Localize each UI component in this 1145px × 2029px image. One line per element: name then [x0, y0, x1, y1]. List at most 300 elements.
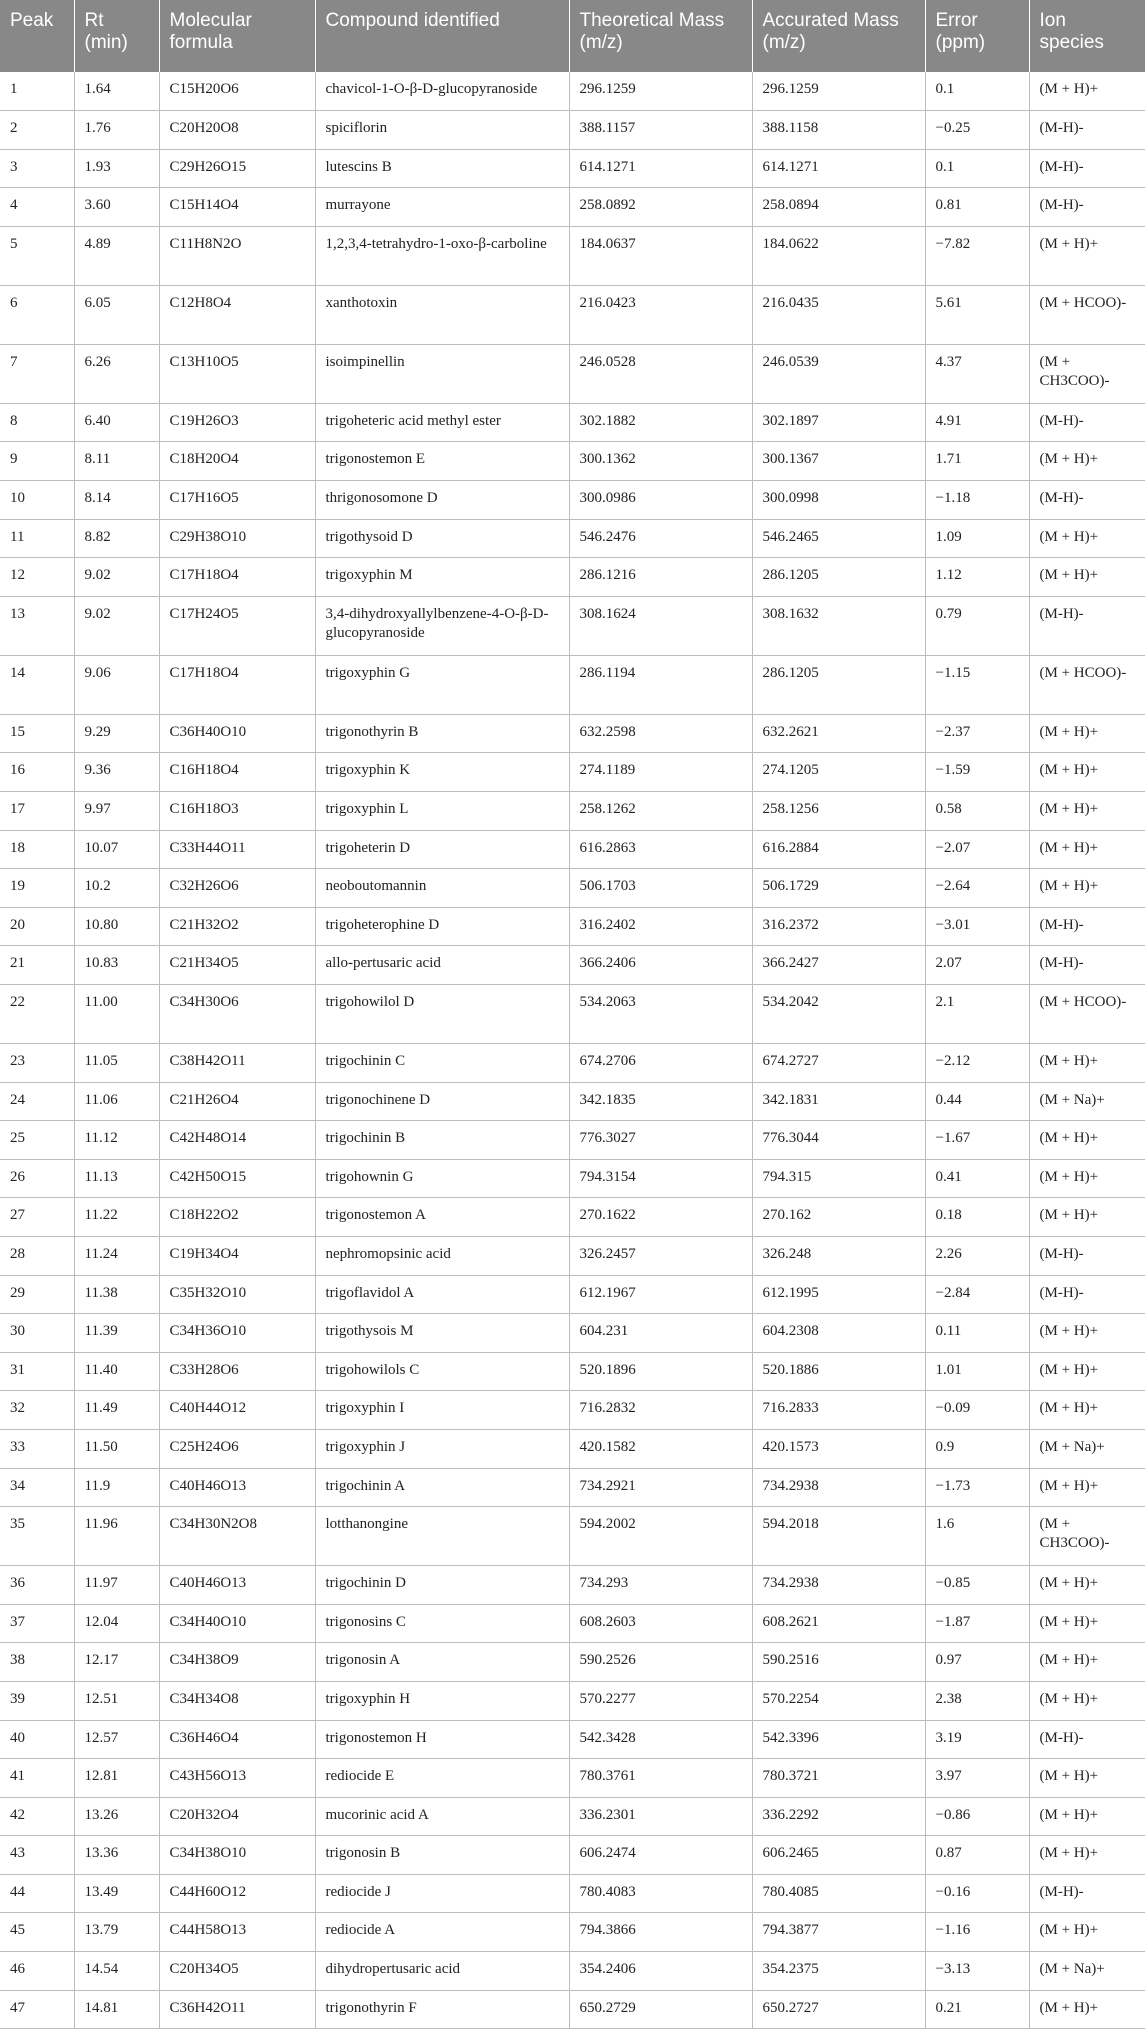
theoretical-mass-cell: 594.2002 — [569, 1507, 752, 1566]
error-cell: 0.41 — [925, 1159, 1029, 1198]
rt-cell: 9.06 — [74, 655, 159, 714]
table-row — [0, 1236, 1145, 1275]
peak-cell: 19 — [0, 869, 74, 908]
rt-cell: 8.11 — [74, 442, 159, 481]
theoretical-mass-cell: 354.2406 — [569, 1952, 752, 1991]
table-row — [0, 1566, 1145, 1605]
accurate-mass-cell: 216.0435 — [752, 285, 925, 344]
error-cell: 0.87 — [925, 1836, 1029, 1875]
error-cell: −2.12 — [925, 1044, 1029, 1083]
rt-cell: 12.81 — [74, 1759, 159, 1798]
theoretical-mass-cell: 366.2406 — [569, 946, 752, 985]
compound-cell: allo-pertusaric acid — [315, 946, 569, 985]
theoretical-mass-cell: 302.1882 — [569, 403, 752, 442]
accurate-mass-cell: 366.2427 — [752, 946, 925, 985]
theoretical-mass-cell: 326.2457 — [569, 1236, 752, 1275]
table-row — [0, 1044, 1145, 1083]
table-row — [0, 558, 1145, 597]
error-cell: −1.87 — [925, 1604, 1029, 1643]
compound-cell: trigoxyphin K — [315, 753, 569, 792]
compound-cell: trigoxyphin L — [315, 792, 569, 831]
rt-cell: 11.12 — [74, 1121, 159, 1160]
table-row — [0, 907, 1145, 946]
formula-cell: C33H44O11 — [159, 830, 315, 869]
formula-cell: C40H46O13 — [159, 1566, 315, 1605]
error-cell: −2.84 — [925, 1275, 1029, 1314]
ion-species-cell: (M + H)+ — [1029, 1681, 1145, 1720]
accurate-mass-cell: 734.2938 — [752, 1566, 925, 1605]
table-row — [0, 792, 1145, 831]
compound-cell: trigoxyphin G — [315, 655, 569, 714]
compound-cell: trigoflavidol A — [315, 1275, 569, 1314]
rt-cell: 11.24 — [74, 1236, 159, 1275]
error-cell: 1.6 — [925, 1507, 1029, 1566]
table-row — [0, 1990, 1145, 2029]
table-row — [0, 285, 1145, 344]
rt-cell: 11.38 — [74, 1275, 159, 1314]
compound-cell: trigonostemon A — [315, 1198, 569, 1237]
compound-cell: neoboutomannin — [315, 869, 569, 908]
accurate-mass-cell: 734.2938 — [752, 1468, 925, 1507]
formula-cell: C12H8O4 — [159, 285, 315, 344]
ion-species-cell: (M + H)+ — [1029, 226, 1145, 285]
theoretical-mass-cell: 616.2863 — [569, 830, 752, 869]
accurate-mass-cell: 316.2372 — [752, 907, 925, 946]
table-header — [0, 0, 1145, 72]
error-cell: 0.1 — [925, 72, 1029, 111]
peak-cell: 40 — [0, 1720, 74, 1759]
table-row — [0, 1198, 1145, 1237]
rt-cell: 11.9 — [74, 1468, 159, 1507]
rt-cell: 12.04 — [74, 1604, 159, 1643]
rt-cell: 9.29 — [74, 714, 159, 753]
compound-cell: dihydropertusaric acid — [315, 1952, 569, 1991]
error-cell: 2.1 — [925, 985, 1029, 1044]
compound-cell: rediocide A — [315, 1913, 569, 1952]
table-row — [0, 1275, 1145, 1314]
formula-cell: C18H22O2 — [159, 1198, 315, 1237]
formula-cell: C25H24O6 — [159, 1429, 315, 1468]
compound-cell: trigonothyrin B — [315, 714, 569, 753]
ion-species-cell: (M-H)- — [1029, 111, 1145, 150]
error-cell: 2.38 — [925, 1681, 1029, 1720]
theoretical-mass-cell: 286.1216 — [569, 558, 752, 597]
ion-species-cell: (M + H)+ — [1029, 558, 1145, 597]
rt-cell: 14.54 — [74, 1952, 159, 1991]
formula-cell: C38H42O11 — [159, 1044, 315, 1083]
rt-cell: 9.02 — [74, 558, 159, 597]
ion-species-cell: (M-H)- — [1029, 907, 1145, 946]
theoretical-mass-cell: 546.2476 — [569, 519, 752, 558]
peak-cell: 30 — [0, 1314, 74, 1353]
ion-species-cell: (M + HCOO)- — [1029, 655, 1145, 714]
compound-cell: spiciflorin — [315, 111, 569, 150]
ion-species-cell: (M-H)- — [1029, 1720, 1145, 1759]
compound-cell: trigonothyrin F — [315, 1990, 569, 2029]
peak-cell: 20 — [0, 907, 74, 946]
formula-cell: C17H18O4 — [159, 655, 315, 714]
error-cell: 0.21 — [925, 1990, 1029, 2029]
compound-cell: lotthanongine — [315, 1507, 569, 1566]
formula-cell: C34H34O8 — [159, 1681, 315, 1720]
theoretical-mass-cell: 184.0637 — [569, 226, 752, 285]
error-cell: 0.44 — [925, 1082, 1029, 1121]
rt-cell: 4.89 — [74, 226, 159, 285]
table-row — [0, 753, 1145, 792]
error-cell: −3.13 — [925, 1952, 1029, 1991]
table-row — [0, 655, 1145, 714]
theoretical-mass-cell: 534.2063 — [569, 985, 752, 1044]
error-cell: 0.58 — [925, 792, 1029, 831]
accurate-mass-cell: 300.1367 — [752, 442, 925, 481]
ion-species-cell: (M + Na)+ — [1029, 1082, 1145, 1121]
table-row — [0, 830, 1145, 869]
ion-species-cell: (M + H)+ — [1029, 72, 1145, 111]
accurate-mass-cell: 606.2465 — [752, 1836, 925, 1875]
rt-cell: 13.26 — [74, 1797, 159, 1836]
error-cell: 0.1 — [925, 149, 1029, 188]
header-theoretical-mass: Theoretical Mass (m/z) — [569, 0, 752, 72]
rt-cell: 10.07 — [74, 830, 159, 869]
compound-cell: trigonostemon H — [315, 1720, 569, 1759]
compound-cell: isoimpinellin — [315, 344, 569, 403]
theoretical-mass-cell: 520.1896 — [569, 1352, 752, 1391]
header-rt: Rt (min) — [74, 0, 159, 72]
formula-cell: C15H14O4 — [159, 188, 315, 227]
formula-cell: C21H26O4 — [159, 1082, 315, 1121]
formula-cell: C20H32O4 — [159, 1797, 315, 1836]
accurate-mass-cell: 534.2042 — [752, 985, 925, 1044]
table-row — [0, 519, 1145, 558]
theoretical-mass-cell: 308.1624 — [569, 596, 752, 655]
ion-species-cell: (M + H)+ — [1029, 1604, 1145, 1643]
compound-cell: trigochinin D — [315, 1566, 569, 1605]
table-row — [0, 1681, 1145, 1720]
peak-cell: 3 — [0, 149, 74, 188]
error-cell: −1.73 — [925, 1468, 1029, 1507]
theoretical-mass-cell: 316.2402 — [569, 907, 752, 946]
compound-cell: trigochinin C — [315, 1044, 569, 1083]
theoretical-mass-cell: 776.3027 — [569, 1121, 752, 1160]
error-cell: −0.25 — [925, 111, 1029, 150]
peak-cell: 1 — [0, 72, 74, 111]
peak-cell: 6 — [0, 285, 74, 344]
table-row — [0, 1913, 1145, 1952]
peak-cell: 39 — [0, 1681, 74, 1720]
compound-cell: 1,2,3,4-tetrahydro-1-oxo-β-carboline — [315, 226, 569, 285]
formula-cell: C18H20O4 — [159, 442, 315, 481]
accurate-mass-cell: 296.1259 — [752, 72, 925, 111]
table-row — [0, 1643, 1145, 1682]
rt-cell: 11.50 — [74, 1429, 159, 1468]
error-cell: 1.09 — [925, 519, 1029, 558]
accurate-mass-cell: 184.0622 — [752, 226, 925, 285]
table-row — [0, 226, 1145, 285]
compound-cell: trigoheterin D — [315, 830, 569, 869]
compound-cell: chavicol-1-O-β-D-glucopyranoside — [315, 72, 569, 111]
ion-species-cell: (M + H)+ — [1029, 1913, 1145, 1952]
formula-cell: C44H60O12 — [159, 1874, 315, 1913]
theoretical-mass-cell: 614.1271 — [569, 149, 752, 188]
formula-cell: C34H38O10 — [159, 1836, 315, 1875]
rt-cell: 11.06 — [74, 1082, 159, 1121]
ion-species-cell: (M + H)+ — [1029, 792, 1145, 831]
error-cell: −0.09 — [925, 1391, 1029, 1430]
rt-cell: 12.17 — [74, 1643, 159, 1682]
ion-species-cell: (M + H)+ — [1029, 1566, 1145, 1605]
rt-cell: 11.05 — [74, 1044, 159, 1083]
table-row — [0, 1836, 1145, 1875]
compound-cell: trigoxyphin J — [315, 1429, 569, 1468]
peak-cell: 46 — [0, 1952, 74, 1991]
compound-cell: trigonochinene D — [315, 1082, 569, 1121]
peak-cell: 35 — [0, 1507, 74, 1566]
error-cell: −0.16 — [925, 1874, 1029, 1913]
ion-species-cell: (M-H)- — [1029, 946, 1145, 985]
theoretical-mass-cell: 780.4083 — [569, 1874, 752, 1913]
accurate-mass-cell: 354.2375 — [752, 1952, 925, 1991]
error-cell: −0.85 — [925, 1566, 1029, 1605]
peak-cell: 5 — [0, 226, 74, 285]
theoretical-mass-cell: 734.293 — [569, 1566, 752, 1605]
theoretical-mass-cell: 246.0528 — [569, 344, 752, 403]
table-row — [0, 1159, 1145, 1198]
compound-cell: trigonosin A — [315, 1643, 569, 1682]
formula-cell: C29H26O15 — [159, 149, 315, 188]
ion-species-cell: (M-H)- — [1029, 1874, 1145, 1913]
table-row — [0, 1391, 1145, 1430]
peak-cell: 45 — [0, 1913, 74, 1952]
error-cell: 1.71 — [925, 442, 1029, 481]
accurate-mass-cell: 632.2621 — [752, 714, 925, 753]
peak-cell: 28 — [0, 1236, 74, 1275]
ion-species-cell: (M + H)+ — [1029, 753, 1145, 792]
rt-cell: 10.83 — [74, 946, 159, 985]
compound-cell: xanthotoxin — [315, 285, 569, 344]
formula-cell: C43H56O13 — [159, 1759, 315, 1798]
peak-cell: 36 — [0, 1566, 74, 1605]
theoretical-mass-cell: 336.2301 — [569, 1797, 752, 1836]
rt-cell: 11.97 — [74, 1566, 159, 1605]
header-compound: Compound identified — [315, 0, 569, 72]
theoretical-mass-cell: 420.1582 — [569, 1429, 752, 1468]
rt-cell: 11.49 — [74, 1391, 159, 1430]
peak-cell: 14 — [0, 655, 74, 714]
error-cell: 2.07 — [925, 946, 1029, 985]
ion-species-cell: (M + H)+ — [1029, 830, 1145, 869]
table-row — [0, 344, 1145, 403]
formula-cell: C33H28O6 — [159, 1352, 315, 1391]
peak-cell: 44 — [0, 1874, 74, 1913]
error-cell: −3.01 — [925, 907, 1029, 946]
rt-cell: 6.26 — [74, 344, 159, 403]
error-cell: 5.61 — [925, 285, 1029, 344]
formula-cell: C13H10O5 — [159, 344, 315, 403]
rt-cell: 11.96 — [74, 1507, 159, 1566]
table-row — [0, 1082, 1145, 1121]
ion-species-cell: (M + H)+ — [1029, 1044, 1145, 1083]
ion-species-cell: (M + Na)+ — [1029, 1952, 1145, 1991]
formula-cell: C17H18O4 — [159, 558, 315, 597]
error-cell: −1.59 — [925, 753, 1029, 792]
rt-cell: 8.82 — [74, 519, 159, 558]
accurate-mass-cell: 794.315 — [752, 1159, 925, 1198]
rt-cell: 9.02 — [74, 596, 159, 655]
accurate-mass-cell: 326.248 — [752, 1236, 925, 1275]
accurate-mass-cell: 794.3877 — [752, 1913, 925, 1952]
accurate-mass-cell: 258.0894 — [752, 188, 925, 227]
accurate-mass-cell: 270.162 — [752, 1198, 925, 1237]
table-row — [0, 111, 1145, 150]
peak-cell: 29 — [0, 1275, 74, 1314]
accurate-mass-cell: 776.3044 — [752, 1121, 925, 1160]
theoretical-mass-cell: 300.0986 — [569, 481, 752, 520]
theoretical-mass-cell: 794.3154 — [569, 1159, 752, 1198]
table-row — [0, 1121, 1145, 1160]
header-ion-species: Ion species — [1029, 0, 1145, 72]
peak-cell: 4 — [0, 188, 74, 227]
theoretical-mass-cell: 300.1362 — [569, 442, 752, 481]
error-cell: 0.97 — [925, 1643, 1029, 1682]
accurate-mass-cell: 594.2018 — [752, 1507, 925, 1566]
compound-cell: rediocide J — [315, 1874, 569, 1913]
formula-cell: C40H46O13 — [159, 1468, 315, 1507]
peak-cell: 7 — [0, 344, 74, 403]
error-cell: 4.91 — [925, 403, 1029, 442]
table-row — [0, 596, 1145, 655]
rt-cell: 9.97 — [74, 792, 159, 831]
ion-species-cell: (M + H)+ — [1029, 1643, 1145, 1682]
compound-cell: trigothysoid D — [315, 519, 569, 558]
theoretical-mass-cell: 608.2603 — [569, 1604, 752, 1643]
peak-cell: 10 — [0, 481, 74, 520]
theoretical-mass-cell: 342.1835 — [569, 1082, 752, 1121]
formula-cell: C34H40O10 — [159, 1604, 315, 1643]
compound-cell: trigohowilols C — [315, 1352, 569, 1391]
error-cell: 1.12 — [925, 558, 1029, 597]
peak-cell: 2 — [0, 111, 74, 150]
peak-cell: 37 — [0, 1604, 74, 1643]
error-cell: −2.37 — [925, 714, 1029, 753]
rt-cell: 13.49 — [74, 1874, 159, 1913]
accurate-mass-cell: 570.2254 — [752, 1681, 925, 1720]
theoretical-mass-cell: 570.2277 — [569, 1681, 752, 1720]
ion-species-cell: (M + Na)+ — [1029, 1429, 1145, 1468]
theoretical-mass-cell: 612.1967 — [569, 1275, 752, 1314]
formula-cell: C16H18O4 — [159, 753, 315, 792]
compound-cell: trigonostemon E — [315, 442, 569, 481]
formula-cell: C11H8N2O — [159, 226, 315, 285]
theoretical-mass-cell: 734.2921 — [569, 1468, 752, 1507]
ion-species-cell: (M + H)+ — [1029, 1468, 1145, 1507]
peak-cell: 11 — [0, 519, 74, 558]
theoretical-mass-cell: 296.1259 — [569, 72, 752, 111]
rt-cell: 1.64 — [74, 72, 159, 111]
compound-cell: trigoxyphin H — [315, 1681, 569, 1720]
compound-cell: trigochinin B — [315, 1121, 569, 1160]
table-row — [0, 1874, 1145, 1913]
peak-cell: 34 — [0, 1468, 74, 1507]
formula-cell: C36H40O10 — [159, 714, 315, 753]
peak-cell: 41 — [0, 1759, 74, 1798]
error-cell: 0.79 — [925, 596, 1029, 655]
formula-cell: C36H46O4 — [159, 1720, 315, 1759]
accurate-mass-cell: 302.1897 — [752, 403, 925, 442]
rt-cell: 13.79 — [74, 1913, 159, 1952]
table-row — [0, 1720, 1145, 1759]
formula-cell: C34H38O9 — [159, 1643, 315, 1682]
ion-species-cell: (M + H)+ — [1029, 1836, 1145, 1875]
peak-cell: 17 — [0, 792, 74, 831]
compound-cell: murrayone — [315, 188, 569, 227]
ion-species-cell: (M + CH3COO)- — [1029, 344, 1145, 403]
accurate-mass-cell: 614.1271 — [752, 149, 925, 188]
theoretical-mass-cell: 216.0423 — [569, 285, 752, 344]
ion-species-cell: (M + H)+ — [1029, 1198, 1145, 1237]
table-row — [0, 72, 1145, 111]
peak-cell: 26 — [0, 1159, 74, 1198]
ion-species-cell: (M + H)+ — [1029, 1391, 1145, 1430]
peak-cell: 33 — [0, 1429, 74, 1468]
theoretical-mass-cell: 606.2474 — [569, 1836, 752, 1875]
error-cell: 0.9 — [925, 1429, 1029, 1468]
table-row — [0, 1507, 1145, 1566]
table-row — [0, 1314, 1145, 1353]
peak-cell: 31 — [0, 1352, 74, 1391]
ion-species-cell: (M + H)+ — [1029, 1759, 1145, 1798]
peak-cell: 9 — [0, 442, 74, 481]
table-row — [0, 188, 1145, 227]
accurate-mass-cell: 716.2833 — [752, 1391, 925, 1430]
table-body — [0, 72, 1145, 2029]
error-cell: 1.01 — [925, 1352, 1029, 1391]
ion-species-cell: (M + H)+ — [1029, 1797, 1145, 1836]
compound-cell: trigoxyphin I — [315, 1391, 569, 1430]
peak-cell: 16 — [0, 753, 74, 792]
table-row — [0, 1759, 1145, 1798]
theoretical-mass-cell: 716.2832 — [569, 1391, 752, 1430]
formula-cell: C21H32O2 — [159, 907, 315, 946]
ion-species-cell: (M + H)+ — [1029, 1352, 1145, 1391]
ion-species-cell: (M-H)- — [1029, 403, 1145, 442]
error-cell: −2.64 — [925, 869, 1029, 908]
table-row — [0, 946, 1145, 985]
rt-cell: 11.40 — [74, 1352, 159, 1391]
peak-cell: 47 — [0, 1990, 74, 2029]
rt-cell: 1.76 — [74, 111, 159, 150]
table-row — [0, 1429, 1145, 1468]
header-accurate-mass: Accurated Mass (m/z) — [752, 0, 925, 72]
header-error: Error (ppm) — [925, 0, 1029, 72]
ion-species-cell: (M + H)+ — [1029, 519, 1145, 558]
table-row — [0, 869, 1145, 908]
ion-species-cell: (M-H)- — [1029, 149, 1145, 188]
peak-cell: 12 — [0, 558, 74, 597]
formula-cell: C32H26O6 — [159, 869, 315, 908]
rt-cell: 11.00 — [74, 985, 159, 1044]
ion-species-cell: (M-H)- — [1029, 481, 1145, 520]
accurate-mass-cell: 780.4085 — [752, 1874, 925, 1913]
accurate-mass-cell: 780.3721 — [752, 1759, 925, 1798]
ion-species-cell: (M + H)+ — [1029, 1990, 1145, 2029]
formula-cell: C40H44O12 — [159, 1391, 315, 1430]
formula-cell: C44H58O13 — [159, 1913, 315, 1952]
formula-cell: C34H30N2O8 — [159, 1507, 315, 1566]
ion-species-cell: (M + H)+ — [1029, 714, 1145, 753]
peak-cell: 38 — [0, 1643, 74, 1682]
theoretical-mass-cell: 542.3428 — [569, 1720, 752, 1759]
error-cell: 3.97 — [925, 1759, 1029, 1798]
